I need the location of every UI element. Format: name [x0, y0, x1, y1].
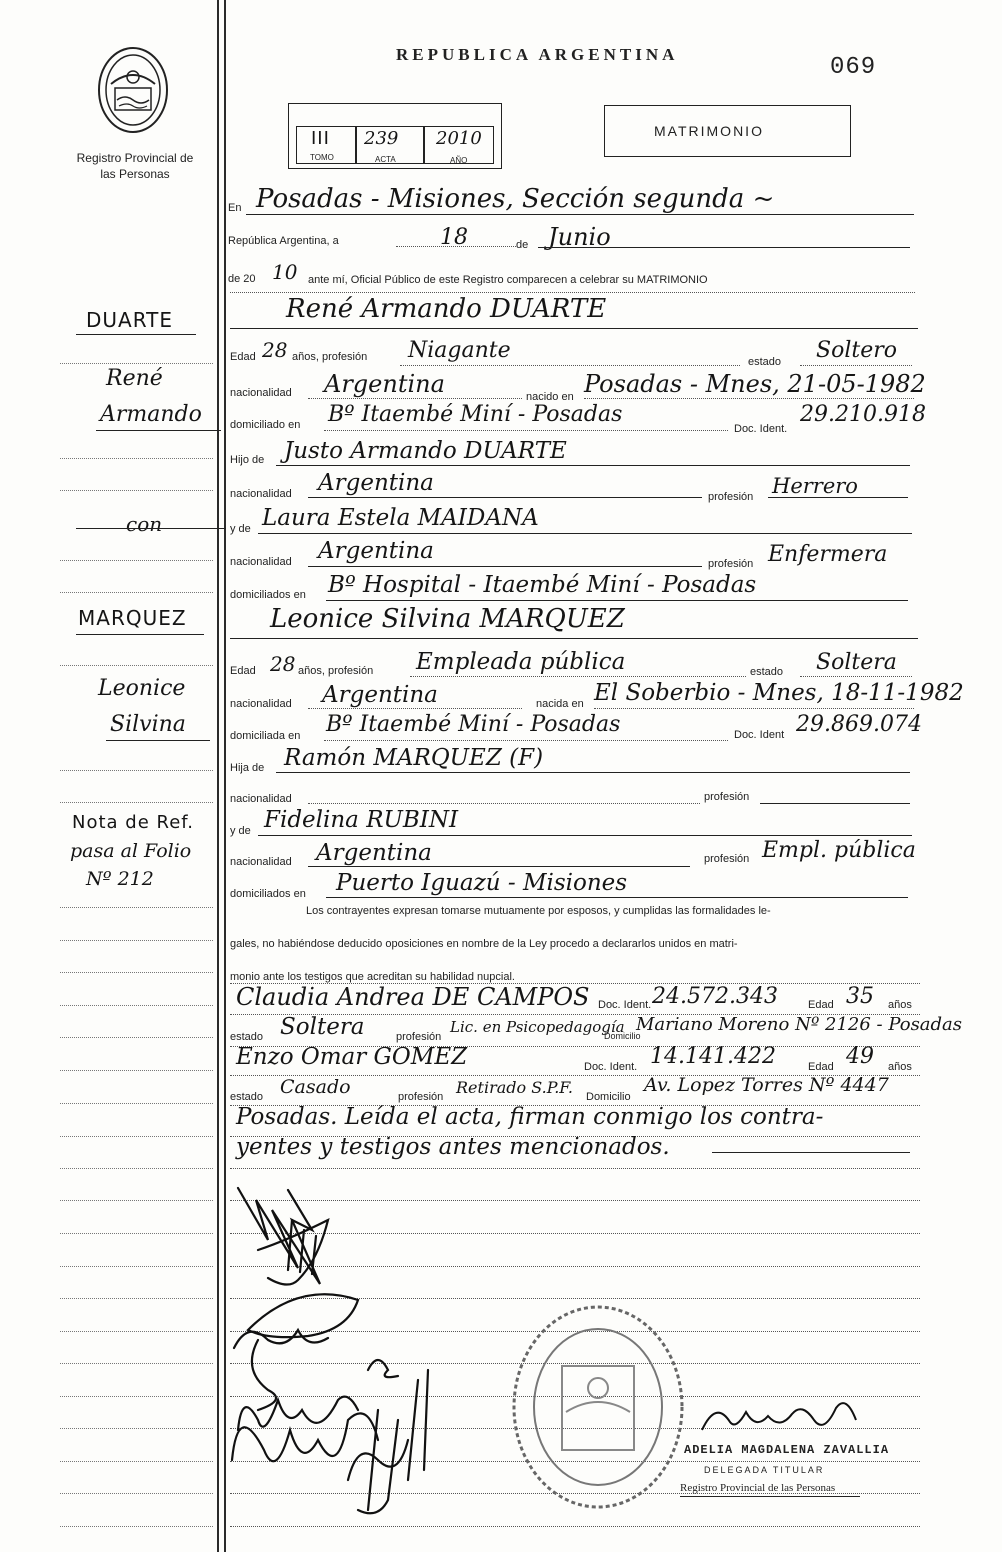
- margin-rule: [60, 1298, 213, 1299]
- estado-label: estado: [748, 356, 782, 368]
- witness-2-age: 49: [846, 1044, 874, 1069]
- profesion-label-1: profesión: [708, 491, 754, 503]
- witness-2-status: Casado: [280, 1076, 351, 1098]
- margin-rule: [60, 1200, 213, 1201]
- margin-bride-name-1: Leonice: [98, 676, 186, 701]
- margin-rule: [60, 560, 213, 561]
- rule: [760, 803, 910, 804]
- margin-rule: [60, 363, 213, 364]
- margin-rule: [60, 907, 213, 908]
- tomo-label: TOMO: [310, 153, 334, 162]
- bride-doc: 29.869.074: [796, 712, 922, 737]
- nacionalidad-label-4: nacionalidad: [230, 698, 292, 710]
- groom-mother-profession: Enfermera: [768, 542, 888, 567]
- rule: [680, 1496, 860, 1497]
- margin-rule: [60, 1168, 213, 1169]
- declaration-line-2: gales, no habiéndose deducido oposiciones en nombre de la Ley procedo a declararlos unidos en matri-: [230, 938, 738, 950]
- rule: [230, 638, 918, 639]
- tomo-value: III: [311, 128, 330, 149]
- groom-nationality: Argentina: [324, 370, 445, 398]
- witness-1-anos-label: años: [888, 999, 912, 1011]
- bride-age: 28: [270, 652, 296, 676]
- place-line: [246, 214, 914, 215]
- acta-label: ACTA: [375, 155, 396, 164]
- witness-1-status: Soltera: [280, 1014, 365, 1040]
- folio-number: 069: [830, 54, 877, 81]
- rule: [410, 676, 746, 677]
- domiciliado-label: domiciliado en: [230, 419, 301, 431]
- margin-rule: [60, 458, 213, 459]
- year-suffix: 10: [272, 260, 298, 284]
- bride-father: Ramón MARQUEZ (F): [284, 745, 544, 771]
- witness-2-profession: Retirado S.P.F.: [456, 1078, 573, 1097]
- margin-bride-surname: MARQUEZ: [78, 606, 187, 630]
- margin-rule: [60, 1331, 213, 1332]
- official-signature: [696, 1390, 866, 1440]
- month-line: [538, 247, 910, 248]
- rule: [326, 600, 908, 601]
- rule: [308, 803, 700, 804]
- margin-rule: [60, 592, 213, 593]
- rule: [712, 1152, 910, 1153]
- margin-rule: [60, 1526, 213, 1527]
- margin-rule: [60, 1461, 213, 1462]
- witness-2-anos-label: años: [888, 1061, 912, 1073]
- year-prefix: de 20: [228, 273, 256, 285]
- rule: [230, 328, 918, 329]
- doc-ident-label: Doc. Ident.: [734, 423, 788, 435]
- rule: [800, 676, 912, 677]
- groom-status: Soltero: [816, 338, 897, 363]
- rule: [584, 398, 914, 399]
- margin-rule: [60, 940, 213, 941]
- profesion-label-4: profesión: [704, 853, 750, 865]
- nacido-label: nacido en: [526, 391, 574, 403]
- margin-rule: [60, 1136, 213, 1137]
- witness-2-doc-label: Doc. Ident.: [584, 1061, 638, 1073]
- closing-line-2: yentes y testigos antes mencionados.: [236, 1134, 670, 1160]
- hijo-de-label: Hijo de: [230, 454, 265, 466]
- margin-note-2: pasa al Folio: [70, 840, 192, 862]
- witness-2-address: Av. Lopez Torres Nº 4447: [644, 1074, 889, 1096]
- margin-rule: [60, 490, 213, 491]
- bride-mother-nationality: Argentina: [316, 840, 432, 866]
- witness-1-age: 35: [846, 984, 874, 1009]
- margin-rule: [60, 1070, 213, 1071]
- rule: [800, 365, 912, 366]
- rule: [308, 866, 690, 867]
- edad-label-2: Edad: [230, 665, 256, 677]
- margin-groom-name-1: René: [106, 366, 163, 391]
- document-type: MATRIMONIO: [654, 123, 764, 139]
- bride-mother-profession: Empl. pública: [762, 838, 916, 863]
- nacionalidad-label-3: nacionalidad: [230, 556, 292, 568]
- witness-1-name: Claudia Andrea DE CAMPOS: [236, 983, 590, 1011]
- groom-profession: Niagante: [408, 338, 511, 363]
- domiciliada-label: domiciliada en: [230, 730, 301, 742]
- nacionalidad-label: nacionalidad: [230, 387, 292, 399]
- bride-full-name: Leonice Silvina MARQUEZ: [270, 604, 625, 634]
- nacida-label: nacida en: [536, 698, 584, 710]
- margin-note-3: Nº 212: [86, 868, 154, 890]
- margin-groom-surname: DUARTE: [86, 308, 174, 332]
- domiciliados-label-2: domiciliados en: [230, 888, 306, 900]
- de-label-1: de: [516, 239, 529, 251]
- bride-address: Bº Itaembé Miní - Posadas: [326, 712, 621, 737]
- witness-1-doc-label: Doc. Ident.: [598, 999, 652, 1011]
- rule: [324, 430, 728, 431]
- margin-rule: [60, 802, 213, 803]
- margin-rule: [60, 1363, 213, 1364]
- republica-label: República Argentina, a: [228, 235, 339, 247]
- anos-profesion-label-2: años, profesión: [298, 665, 374, 677]
- signatures-group: [228, 1180, 458, 1540]
- rule: [276, 772, 910, 773]
- rule: [258, 835, 912, 836]
- witness-1-profession: Lic. en Psicopedagogía: [450, 1018, 625, 1036]
- witness-1-address: Mariano Moreno Nº 2126 - Posadas: [636, 1014, 963, 1035]
- rule: [594, 708, 914, 709]
- margin-rule: [60, 1493, 213, 1494]
- hija-de-label: Hija de: [230, 762, 265, 774]
- groom-father: Justo Armando DUARTE: [284, 438, 567, 464]
- rule: [230, 292, 915, 293]
- rule: [276, 465, 910, 466]
- bride-status: Soltera: [816, 650, 897, 675]
- groom-parents-address: Bº Hospital - Itaembé Miní - Posadas: [328, 572, 757, 598]
- margin-rule: [60, 665, 213, 666]
- margin-con: con: [126, 512, 163, 536]
- margin-line-left: [217, 0, 219, 1552]
- rule: [768, 497, 908, 498]
- margin-note-1: Nota de Ref.: [72, 812, 195, 833]
- oficial-text: ante mí, Oficial Público de este Registro comparecen a celebrar su MATRIMONIO: [308, 274, 708, 286]
- rule: [326, 897, 908, 898]
- domiciliados-label-1: domiciliados en: [230, 589, 306, 601]
- margin-rule: [60, 1037, 213, 1038]
- groom-mother-nationality: Argentina: [318, 538, 434, 564]
- groom-doc: 29.210.918: [800, 402, 926, 427]
- witness-2-edad-label: Edad: [808, 1061, 834, 1073]
- groom-father-nationality: Argentina: [318, 470, 434, 496]
- anos-profesion-label: años, profesión: [292, 351, 368, 363]
- margin-groom-name-2: Armando: [100, 402, 202, 427]
- y-de-label-2: y de: [230, 825, 251, 837]
- margin-rule: [60, 1396, 213, 1397]
- edad-label: Edad: [230, 351, 256, 363]
- day-value: 18: [440, 225, 468, 250]
- estado-label-2: estado: [750, 666, 784, 678]
- bride-profession: Empleada pública: [416, 649, 626, 675]
- bride-birth: El Soberbio - Mnes, 18-11-1982: [594, 680, 964, 706]
- declaration-line-3: monio ante los testigos que acreditan su habilidad nupcial.: [230, 971, 515, 983]
- y-de-label-1: y de: [230, 523, 251, 535]
- margin-rule: [60, 1428, 213, 1429]
- underline: [76, 334, 196, 335]
- rule: [308, 398, 522, 399]
- witness-2-doc: 14.141.422: [650, 1044, 776, 1069]
- ano-value: 2010: [436, 128, 482, 149]
- rule: [258, 533, 912, 534]
- doc-ident-label-2: Doc. Ident: [734, 729, 785, 741]
- underline: [76, 528, 226, 529]
- margin-rule: [60, 1005, 213, 1006]
- bride-mother: Fidelina RUBINI: [264, 807, 459, 833]
- margin-rule: [60, 972, 213, 973]
- groom-father-profession: Herrero: [772, 474, 858, 498]
- rule: [230, 1168, 920, 1169]
- witness-2-domicilio-label: Domicilio: [586, 1091, 631, 1103]
- country-title: REPUBLICA ARGENTINA: [396, 45, 679, 64]
- profesion-label-2: profesión: [708, 558, 754, 570]
- rule: [308, 708, 522, 709]
- rule: [308, 497, 702, 498]
- closing-line-1: Posadas. Leída el acta, firman conmigo los contra-: [236, 1104, 824, 1130]
- witness-1-doc: 24.572.343: [652, 984, 778, 1009]
- margin-bride-name-2: Silvina: [110, 712, 186, 737]
- groom-full-name: René Armando DUARTE: [286, 294, 607, 324]
- provincial-seal-icon: [95, 44, 171, 136]
- nacionalidad-label-6: nacionalidad: [230, 856, 292, 868]
- margin-rule: [60, 1103, 213, 1104]
- month-value: Junio: [548, 223, 611, 251]
- groom-address: Bº Itaembé Miní - Posadas: [328, 402, 623, 427]
- bride-parents-address: Puerto Iguazú - Misiones: [336, 870, 628, 896]
- nacionalidad-label-5: nacionalidad: [230, 793, 292, 805]
- groom-birth: Posadas - Mnes, 21-05-1982: [584, 370, 926, 398]
- registry-name: Registro Provincial de las Personas: [76, 151, 194, 181]
- witness-1-domicilio-label: Domicilio: [604, 1031, 641, 1041]
- official-office: Registro Provincial de las Personas: [680, 1482, 836, 1494]
- witness-2-name: Enzo Omar GOMEZ: [236, 1044, 468, 1070]
- groom-mother: Laura Estela MAIDANA: [262, 505, 539, 531]
- rule: [308, 566, 702, 567]
- witness-2-profesion-label: profesión: [398, 1091, 444, 1103]
- margin-rule: [60, 1233, 213, 1234]
- ano-label: AÑO: [450, 156, 468, 165]
- nacionalidad-label-2: nacionalidad: [230, 488, 292, 500]
- official-stamp-icon: [508, 1302, 688, 1512]
- underline: [106, 740, 210, 741]
- witness-2-estado-label: estado: [230, 1091, 264, 1103]
- rule: [324, 740, 728, 741]
- witness-1-estado-label: estado: [230, 1031, 264, 1043]
- witness-1-profesion-label: profesión: [396, 1031, 442, 1043]
- declaration-line-1: Los contrayentes expresan tomarse mutuamente por esposos, y cumplidas las formalidades le-: [306, 905, 771, 917]
- underline: [96, 430, 221, 431]
- margin-line-inner: [224, 0, 226, 1552]
- groom-age: 28: [262, 338, 288, 362]
- margin-rule: [60, 770, 213, 771]
- margin-rule: [60, 1266, 213, 1267]
- en-label: En: [228, 202, 242, 214]
- profesion-label-3: profesión: [704, 791, 750, 803]
- official-name: ADELIA MAGDALENA ZAVALLIA: [684, 1443, 890, 1457]
- underline: [76, 634, 204, 635]
- acta-value: 239: [364, 128, 399, 149]
- witness-1-edad-label: Edad: [808, 999, 834, 1011]
- rule: [400, 365, 740, 366]
- place-value: Posadas - Misiones, Sección segunda ~: [256, 184, 775, 214]
- official-title: DELEGADA TITULAR: [704, 1465, 825, 1475]
- bride-nationality: Argentina: [322, 682, 438, 708]
